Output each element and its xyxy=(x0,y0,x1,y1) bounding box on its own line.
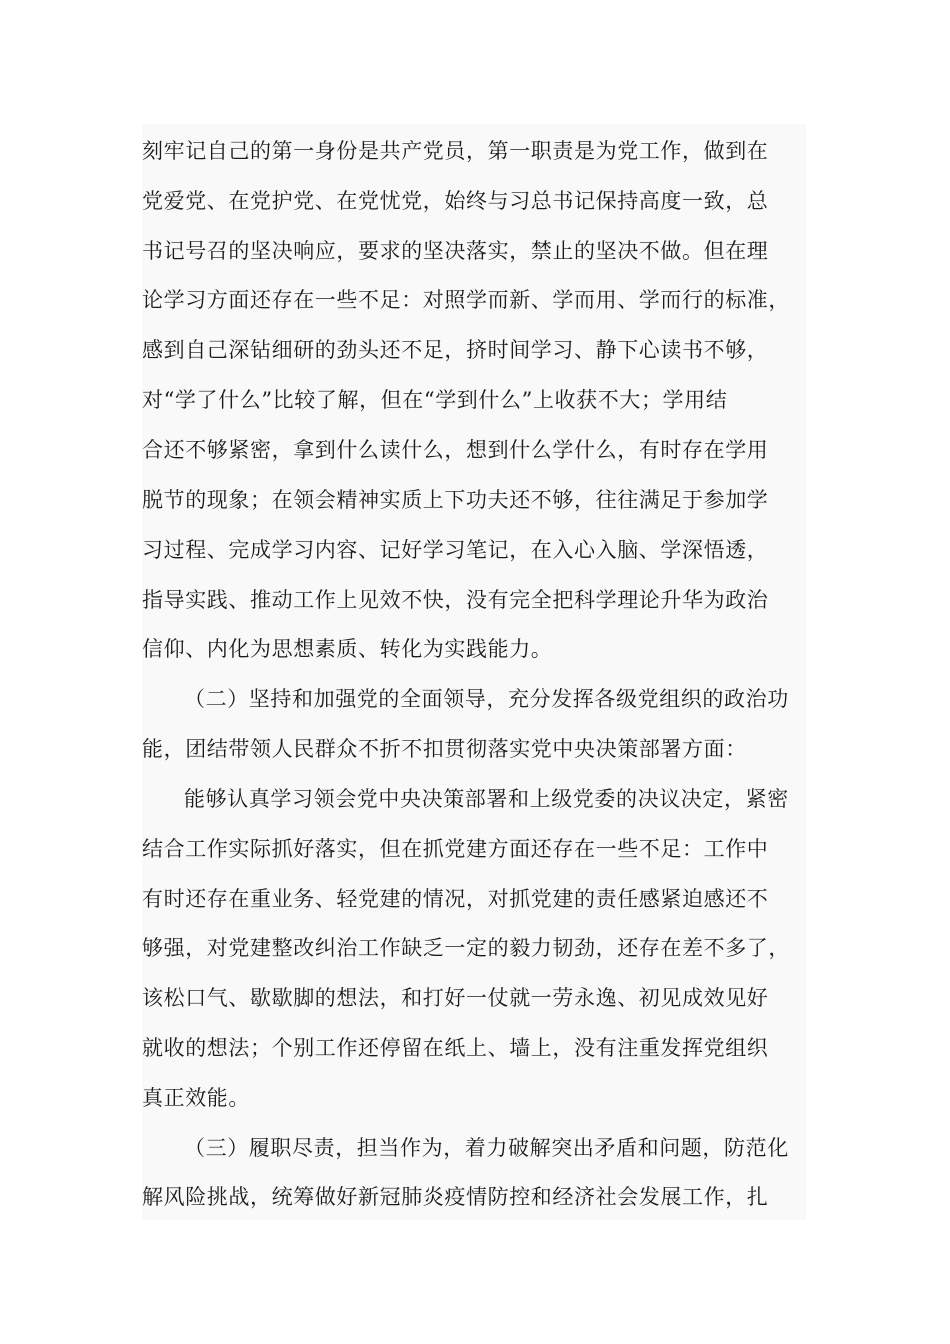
text-line: 够强，对党建整改纠治工作缺乏一定的毅力韧劲，还存在差不多了， xyxy=(142,936,790,960)
section-heading-line: （三）履职尽责，担当作为，着力破解突出矛盾和问题，防范化 xyxy=(184,1136,789,1160)
text-line: 有时还存在重业务、轻党建的情况，对抓党建的责任感紧迫感还不 xyxy=(142,887,769,911)
section-heading-line: 能，团结带领人民群众不折不扣贯彻落实党中央决策部署方面： xyxy=(142,737,747,761)
text-line: 党爱党、在党护党、在党忧党，始终与习总书记保持高度一致，总 xyxy=(142,189,769,213)
text-line: 该松口气、歇歇脚的想法，和打好一仗就一劳永逸、初见成效见好 xyxy=(142,986,769,1010)
text-line: 真正效能。 xyxy=(142,1086,250,1110)
text-line: 习过程、完成学习内容、记好学习笔记，在入心入脑、学深悟透， xyxy=(142,538,769,562)
text-line: 脱节的现象；在领会精神实质上下功夫还不够，往往满足于参加学 xyxy=(142,488,769,512)
text-line: 论学习方面还存在一些不足：对照学而新、学而用、学而行的标准， xyxy=(142,288,790,312)
text-line: 刻牢记自己的第一身份是共产党员，第一职责是为党工作，做到在 xyxy=(142,139,769,163)
text-line: 指导实践、推动工作上见效不快，没有完全把科学理论升华为政治 xyxy=(142,588,769,612)
document-body xyxy=(142,124,806,1220)
text-line: 书记号召的坚决响应，要求的坚决落实，禁止的坚决不做。但在理 xyxy=(142,239,769,263)
text-line: 对“学了什么”比较了解，但在“学到什么”上收获不大；学用结 xyxy=(142,388,728,412)
section-heading-line: （二）坚持和加强党的全面领导，充分发挥各级党组织的政治功 xyxy=(184,687,789,711)
text-line: 感到自己深钻细研的劲头还不足，挤时间学习、静下心读书不够， xyxy=(142,338,769,362)
text-line: 就收的想法；个别工作还停留在纸上、墙上，没有注重发挥党组织 xyxy=(142,1036,769,1060)
section-heading-line: 解风险挑战，统筹做好新冠肺炎疫情防控和经济社会发展工作，扎 xyxy=(142,1185,769,1209)
text-line: 能够认真学习领会党中央决策部署和上级党委的决议决定，紧密 xyxy=(184,787,789,811)
text-line: 合还不够紧密，拿到什么读什么，想到什么学什么，有时存在学用 xyxy=(142,438,769,462)
text-line: 信仰、内化为思想素质、转化为实践能力。 xyxy=(142,637,553,661)
text-line: 结合工作实际抓好落实，但在抓党建方面还存在一些不足：工作中 xyxy=(142,837,769,861)
